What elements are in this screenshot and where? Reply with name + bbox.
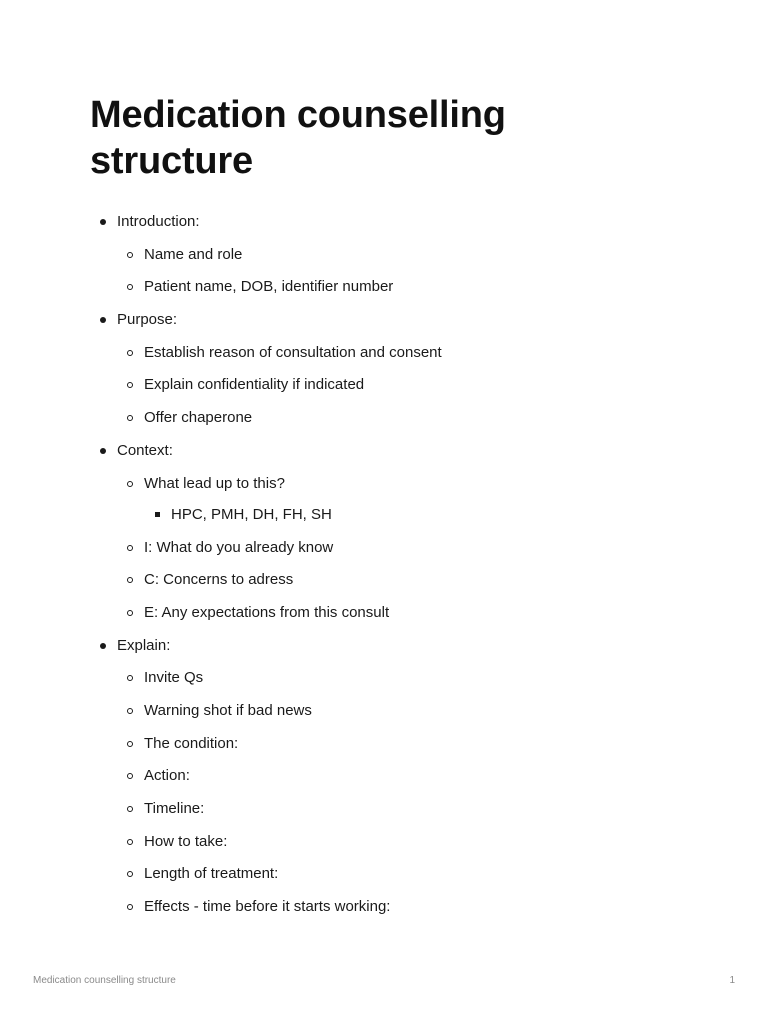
filled-disc-bullet-icon <box>100 448 106 454</box>
list-item-text: What lead up to this? <box>144 474 285 492</box>
hollow-circle-bullet-icon <box>127 252 133 258</box>
list-item-text: The condition: <box>144 734 239 752</box>
list-item-text: Offer chaperone <box>144 409 253 427</box>
list-item <box>90 864 690 897</box>
list-item <box>90 734 690 767</box>
list-item <box>90 701 690 734</box>
hollow-circle-bullet-icon <box>127 839 133 845</box>
list-item-text: Patient name, DOB, identifier number <box>144 278 394 296</box>
filled-disc-bullet-icon <box>100 219 106 225</box>
hollow-circle-bullet-icon <box>127 806 133 812</box>
hollow-circle-bullet-icon <box>127 577 133 583</box>
footer-page-number: 1 <box>729 975 735 986</box>
square-bullet-icon <box>155 512 160 517</box>
list-item <box>90 570 690 603</box>
hollow-circle-bullet-icon <box>127 675 133 681</box>
list-item-text: Explain: <box>117 636 171 654</box>
list-item <box>90 343 690 376</box>
list-item-text: C: Concerns to adress <box>144 571 294 589</box>
hollow-circle-bullet-icon <box>127 481 133 487</box>
list-item-text: Establish reason of consultation and consent <box>144 343 442 361</box>
list-item-text: HPC, PMH, DH, FH, SH <box>171 505 332 523</box>
hollow-circle-bullet-icon <box>127 871 133 877</box>
hollow-circle-bullet-icon <box>127 382 133 388</box>
list-item <box>90 375 690 408</box>
list-item <box>90 277 690 310</box>
list-item <box>90 636 690 669</box>
hollow-circle-bullet-icon <box>127 284 133 290</box>
list-item <box>90 799 690 832</box>
hollow-circle-bullet-icon <box>127 904 133 910</box>
hollow-circle-bullet-icon <box>127 741 133 747</box>
list-item-text: Purpose: <box>117 311 178 329</box>
filled-disc-bullet-icon <box>100 643 106 649</box>
list-item-text: Introduction: <box>117 213 200 230</box>
hollow-circle-bullet-icon <box>127 708 133 714</box>
list-item <box>90 212 690 245</box>
list-item <box>90 766 690 799</box>
list-item-text: Explain confidentiality if indicated <box>144 376 365 394</box>
list-item-text: Warning shot if bad news <box>144 701 312 719</box>
list-item <box>90 245 690 278</box>
list-item-text: Timeline: <box>144 800 205 817</box>
list-item-text: Effects - time before it starts working: <box>144 898 391 916</box>
list-item-text: Name and role <box>144 245 243 263</box>
list-item-text: How to take: <box>144 832 228 850</box>
list-item-text: Invite Qs <box>144 669 204 687</box>
list-item-text: Length of treatment: <box>144 865 279 883</box>
page-title: Medication counselling structure <box>90 94 506 182</box>
hollow-circle-bullet-icon <box>127 773 133 779</box>
hollow-circle-bullet-icon <box>127 415 133 421</box>
hollow-circle-bullet-icon <box>127 545 133 551</box>
list-item <box>90 441 690 474</box>
filled-disc-bullet-icon <box>100 317 106 323</box>
hollow-circle-bullet-icon <box>127 350 133 356</box>
list-item-text: I: What do you already know <box>144 538 334 556</box>
footer-document-title: Medication counselling structure <box>33 975 176 986</box>
list-item <box>90 897 690 930</box>
list-item-text: Action: <box>144 767 190 785</box>
list-item <box>90 603 690 636</box>
list-item <box>90 310 690 343</box>
list-item <box>90 538 690 571</box>
list-item-text: Context: <box>117 441 173 459</box>
hollow-circle-bullet-icon <box>127 610 133 616</box>
list-item <box>90 832 690 865</box>
outline-list <box>90 212 690 930</box>
list-item <box>90 505 690 538</box>
list-item <box>90 408 690 441</box>
list-item-text: E: Any expectations from this consult <box>144 603 390 621</box>
list-item <box>90 668 690 701</box>
list-item <box>90 474 690 505</box>
